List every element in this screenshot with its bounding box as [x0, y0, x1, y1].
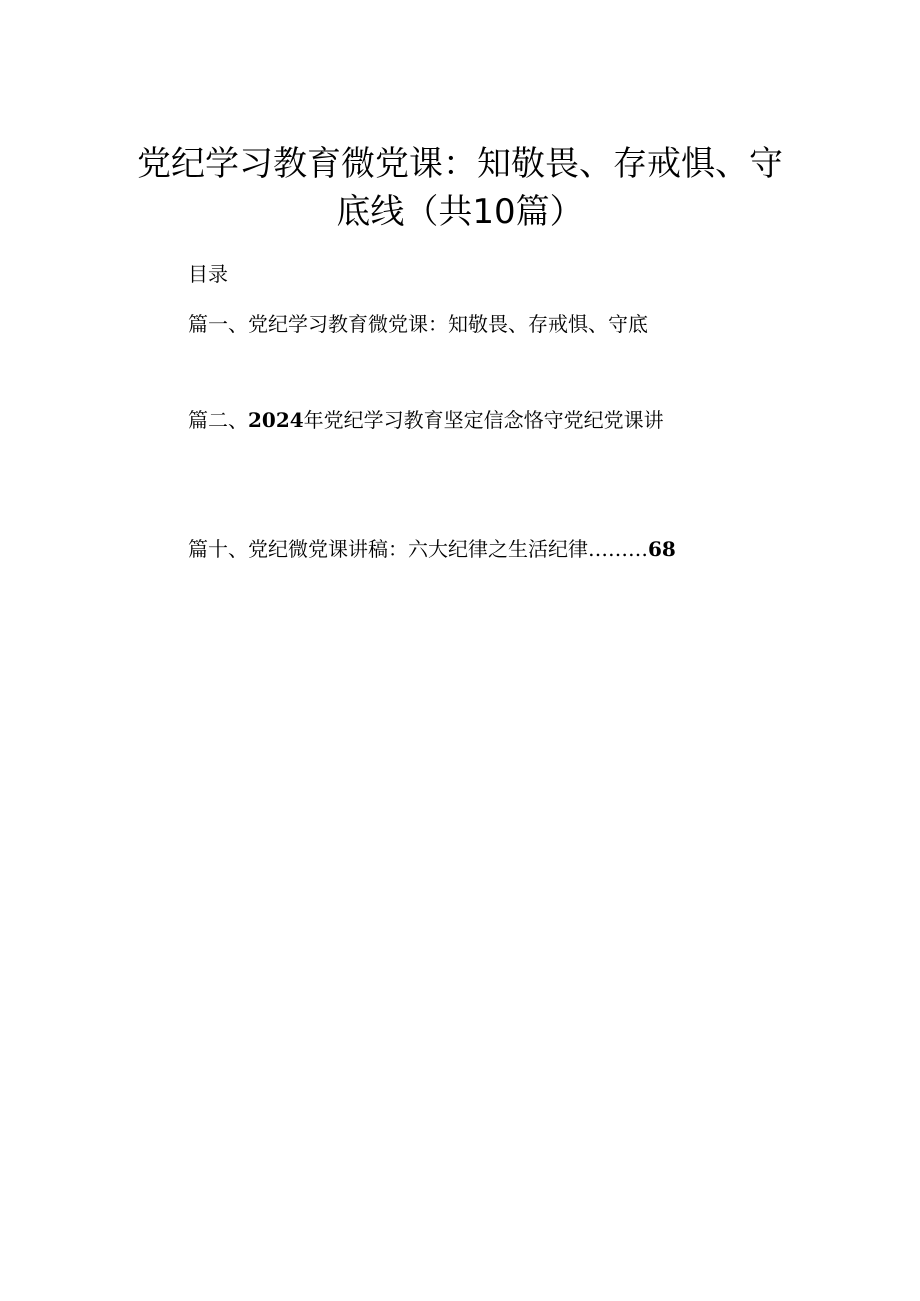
toc-item-10-page: 68: [648, 537, 676, 561]
toc-item-1[interactable]: [188, 310, 648, 338]
toc-item-2-prefix: 篇二、: [188, 408, 248, 432]
toc-item-10-text: 篇十、党纪微党课讲稿：六大纪律之生活纪律………: [188, 537, 648, 561]
toc-item-2-text: 年党纪学习教育坚定信念恪守党纪党课讲: [303, 408, 664, 432]
title-line-1: 党纪学习教育微党课：知敬畏、存戒惧、守: [137, 144, 783, 184]
document-title: [120, 140, 800, 236]
toc-item-2[interactable]: [188, 406, 664, 434]
title-line-2: 底线（共10篇）: [336, 192, 584, 232]
toc-heading: 目录: [188, 262, 228, 286]
toc-item-10[interactable]: [188, 535, 676, 563]
toc-item-1-text: 篇一、党纪学习教育微党课：知敬畏、存戒惧、守底: [188, 312, 648, 336]
toc-item-2-year: 2024: [248, 408, 304, 432]
